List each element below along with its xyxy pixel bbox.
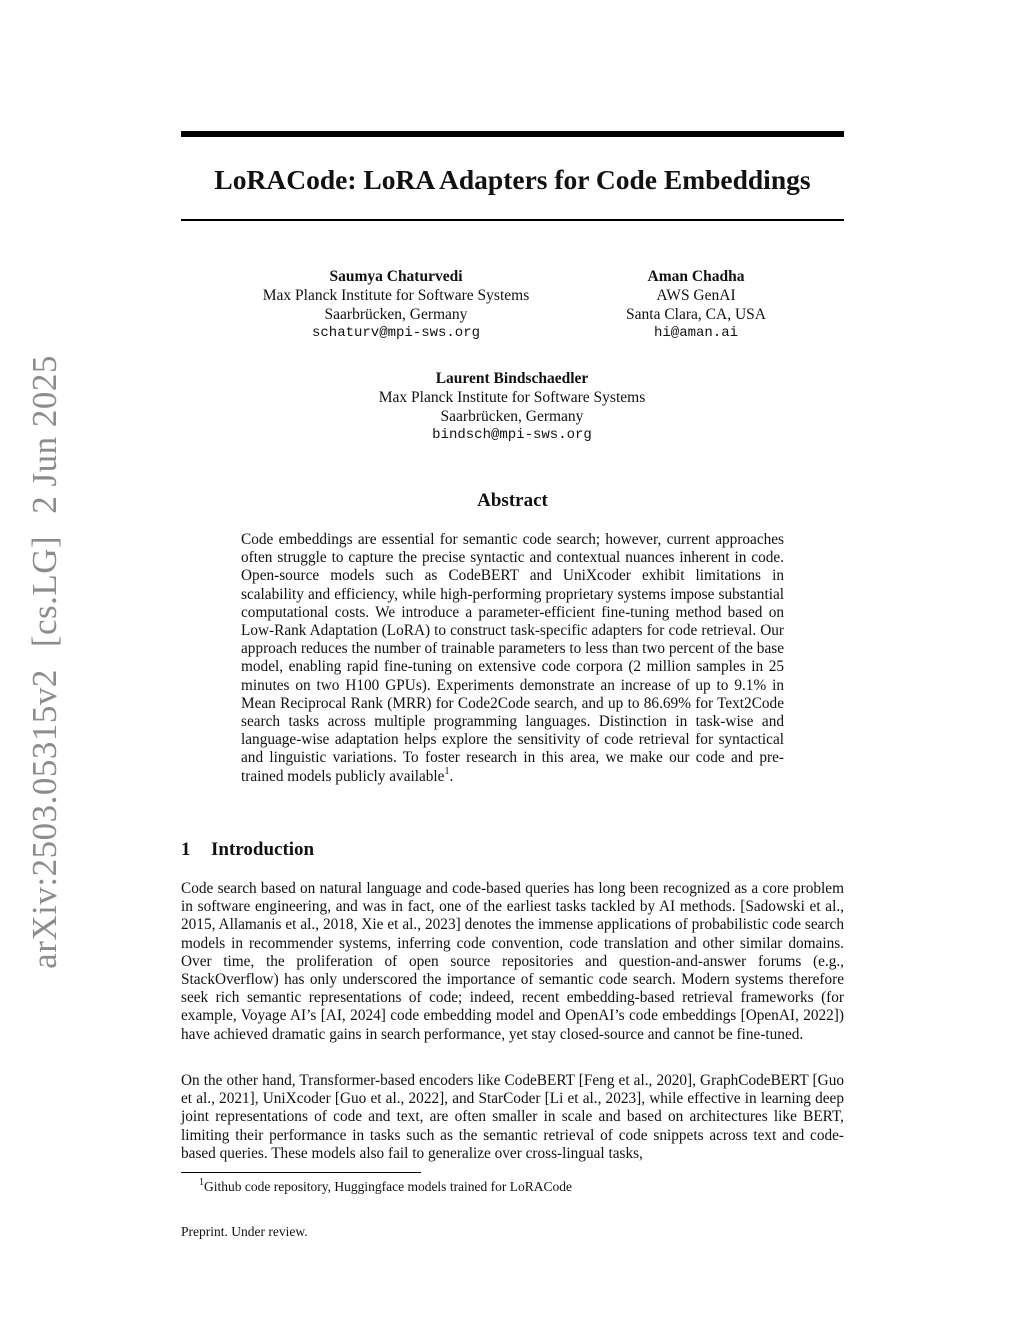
arxiv-id: arXiv:2503.05315v2 <box>25 669 64 969</box>
arxiv-category: [cs.LG] <box>25 535 64 648</box>
arxiv-date: 2 Jun 2025 <box>25 355 64 514</box>
section-heading <box>181 838 314 862</box>
author-location: Saarbrücken, Germany <box>324 306 468 323</box>
abstract-body <box>241 531 784 786</box>
author-affiliation: Max Planck Institute for Software Systems <box>378 389 646 406</box>
author-affiliation: AWS GenAI <box>656 287 736 304</box>
author-email: bindsch@mpi-sws.org <box>432 427 592 443</box>
author-name: Saumya Chaturvedi <box>329 268 463 285</box>
preprint-footer: Preprint. Under review. <box>181 1224 308 1239</box>
author-block <box>596 267 796 343</box>
author-location: Santa Clara, CA, USA <box>626 306 766 323</box>
section-title: Introduction <box>211 839 315 860</box>
author-affiliation: Max Planck Institute for Software Systems <box>262 287 530 304</box>
author-email: schaturv@mpi-sws.org <box>311 325 481 341</box>
author-email: hi@aman.ai <box>653 325 738 341</box>
footnote <box>199 1178 572 1195</box>
footnote-rule <box>181 1172 421 1173</box>
intro-paragraph: On the other hand, Transformer-based encoders like CodeBERT [Feng et al., 2020], GraphCodeBERT [Guo et al., 2021], UniXcoder [Guo et al., 2022], and StarCoder [Li et al., 2023], while effective in learning deep joint representations of code and text, are often smaller in scale and based on architectures like BERT, limiting their performance in tasks such as the semantic retrieval of code snippets across text and code-based queries. These models also fail to generalize over cross-lingual tasks, <box>181 1072 844 1162</box>
abstract-end: . <box>449 767 454 785</box>
title-bottom-rule <box>181 219 844 221</box>
abstract-heading: Abstract <box>477 490 548 511</box>
arxiv-side-stamp <box>25 355 65 969</box>
footnote-mark: 1 <box>199 1176 204 1188</box>
author-name: Aman Chadha <box>647 268 745 285</box>
author-location: Saarbrücken, Germany <box>440 408 584 425</box>
intro-paragraph: Code search based on natural language and code-based queries has long been recognized as a core problem in software engineering, and was in fact, one of the earliest tasks tackled by AI methods. [Sadowski et al., 2015, Allamanis et al., 2018, Xie et al., 2023] denotes the immense applications of probabilistic code search models in recommender systems, inferring code convention, code translation and other similar domains. Over time, the proliferation of open source repositories and question-and-answer forums (e.g., StackOverflow) has only underscored the importance of semantic code search. Modern systems therefore seek rich semantic representations of code; indeed, recent embedding-based retrieval frameworks (for example, Voyage AI’s [AI, 2024] code embedding model and OpenAI’s code embeddings [OpenAI, 2022]) have achieved dramatic gains in search performance, yet stay closed-source and cannot be fine-tuned. <box>181 880 844 1043</box>
author-block <box>362 369 662 445</box>
author-name: Laurent Bindschaedler <box>435 370 589 387</box>
author-block <box>246 267 546 343</box>
abstract-text: Code embeddings are essential for semantic code search; however, current approaches often struggle to capture the precise syntactic and contextual nuances inherent in code. Open-source models such as CodeBERT and UniXcoder exhibit limitations in scalability and efficiency, while high-performing proprietary systems impose substantial computational costs. We introduce a parameter-efficient fine-tuning method based on Low-Rank Adaptation (LoRA) to construct task-specific adapters for code retrieval. Our approach reduces the number of trainable parameters to less than two percent of the base model, enabling rapid fine-tuning on extensive code corpora (2 million samples in 25 minutes on two H100 GPUs). Experiments demonstrate an increase of up to 9.1% in Mean Reciprocal Rank (MRR) for Code2Code search, and up to 86.69% for Text2Code search tasks across multiple programming languages. Distinction in task-wise and language-wise adaptation helps explore the sensitivity of code retrieval for syntactical and linguistic variations. To foster research in this area, we make our code and pre-trained models publicly available <box>241 531 784 785</box>
section-number: 1 <box>181 839 191 860</box>
title-top-rule <box>181 131 844 137</box>
footnote-text[interactable]: Github code repository, Huggingface models trained for LoRACode <box>204 1179 573 1194</box>
paper-title: LoRACode: LoRA Adapters for Code Embeddings <box>214 164 811 195</box>
footnote-ref[interactable]: 1 <box>444 765 450 777</box>
